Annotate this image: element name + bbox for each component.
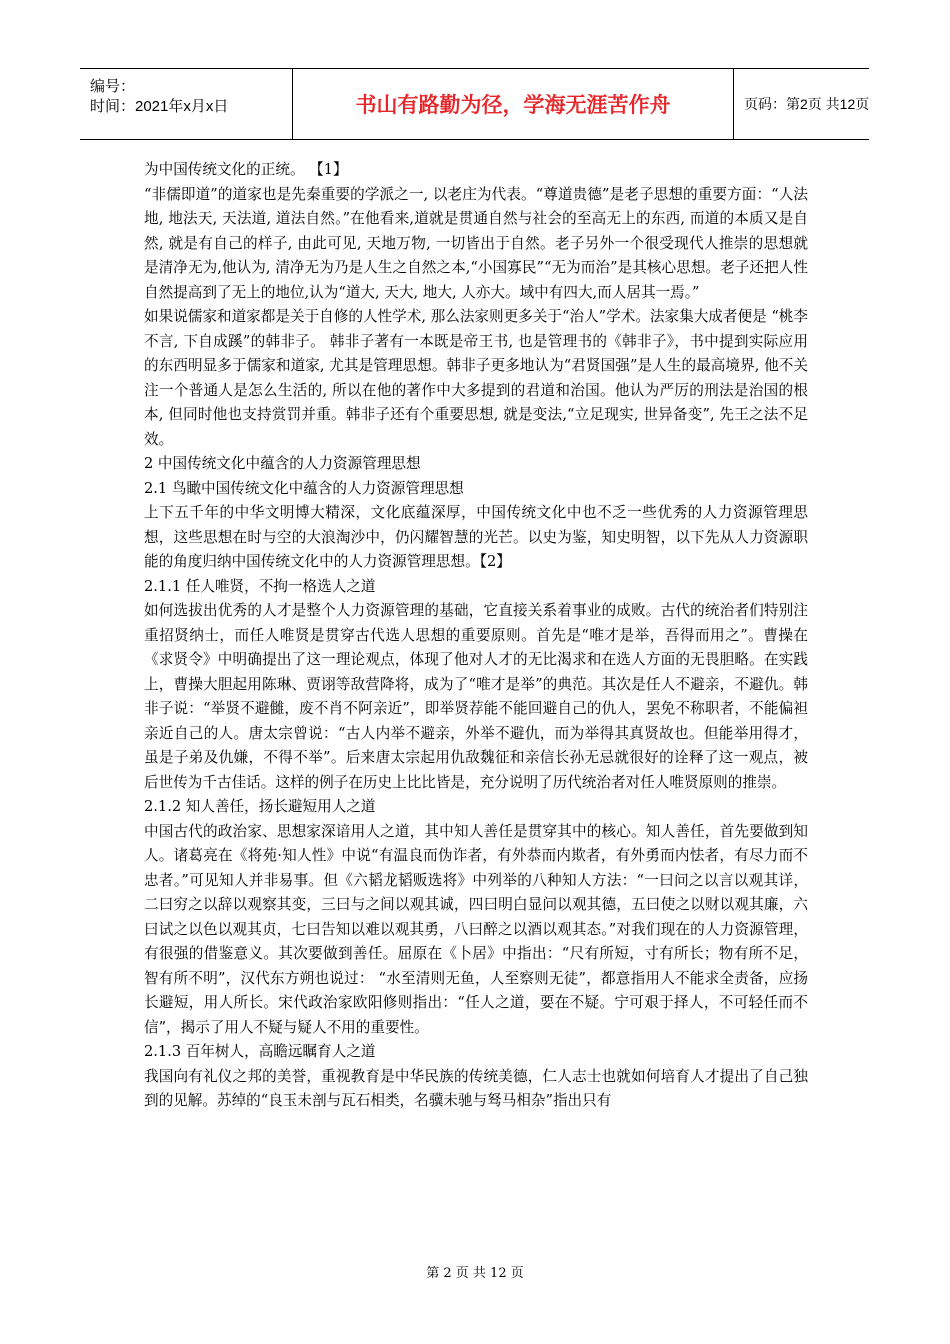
document-number-label: 编号： <box>90 78 136 95</box>
paragraph: 为中国传统文化的正统。 【1】 <box>144 161 348 178</box>
header-meta <box>80 69 280 139</box>
header-page-info: 页码：第2页 共12页 <box>744 96 870 112</box>
paragraph: 如果说儒家和道家都是关于自修的人性学术, 那么法家则更多关于“治人”学术。法家集大成者便是 “桃李不言, 下自成蹊”的韩非子。 韩非子著有一本既是帝王书, 也是管理书的《韩非子》，书中提到实际应用的东西明显多于儒家和道家, 尤其是管理思想。韩非子更多地认为“君贤国强”是人生的最高境界, 他不关注一个普通人是怎么生活的, 所以在他的著作中大多提到的君道和治国。他认为严厉的刑法是治国的根本, 但同时他也支持赏罚并重。韩非子还有个重要思想, 就是变法,“立足现实, 世异备变”, 先王之法不足效。 <box>144 308 808 448</box>
page-footer: 第 2 页 共 12 页 <box>426 1266 524 1281</box>
paragraph: 上下五千年的中华文明博大精深，文化底蕴深厚，中国传统文化中也不乏一些优秀的人力资源管理思想，这些思想在时与空的大浪淘沙中，仍闪耀智慧的光芒。以史为鉴，知史明智，以下先从人力资源职能的角度归纳中国传统文化中的人力资源管理思想。【2】 <box>144 504 808 570</box>
section-heading: 2 中国传统文化中蕴含的人力资源管理思想 <box>144 455 421 472</box>
paragraph: 如何选拔出优秀的人才是整个人力资源管理的基础，它直接关系着事业的成败。古代的统治者们特别注重招贤纳士，而任人唯贤是贯穿古代选人思想的重要原则。首先是“唯才是举，吾得而用之”。曹操在《求贤令》中明确提出了这一理论观点，体现了他对人才的无比渴求和在选人方面的无畏胆略。在实践上，曹操大胆起用陈琳、贾诩等敌营降将，成为了“唯才是举”的典范。其次是任人不避亲，不避仇。韩非子说：“举贤不避雠，废不肖不阿亲近”，即举贤荐能不能回避自己的仇人，罢免不称职者，不能偏袒亲近自己的人。唐太宗曾说：“古人内举不避亲，外举不避仇，而为举得其真贤故也。但能举用得才，虽是子弟及仇嫌，不得不举”。后来唐太宗起用仇敌魏征和亲信长孙无忌就很好的诠释了这一观点，被后世传为千古佳话。这样的例子在历史上比比皆是，充分说明了历代统治者对任人唯贤原则的推崇。 <box>144 602 808 791</box>
header-motto: 书山有路勤为径，学海无涯苦作舟 <box>355 93 671 117</box>
page-header <box>80 68 869 140</box>
paragraph: 中国古代的政治家、思想家深谙用人之道，其中知人善任是贯穿其中的核心。知人善任，首先要做到知人。诸葛亮在《将苑·知人性》中说“有温良而伪诈者，有外恭而内欺者，有外勇而内怯者，有尽力而不忠者。”可见知人并非易事。但《六韬龙韬贩选将》中列举的八种知人方法：“一曰问之以言以观其详，二曰穷之以辞以观察其变，三曰与之间以观其诚，四曰明白显问以观其德，五曰使之以财以观其廉，六曰试之以色以观其贞，七曰告知以难以观其勇，八曰醉之以酒以观其态。”对我们现在的人力资源管理，有很强的借鉴意义。其次要做到善任。屈原在《卜居》中指出：“尺有所短，寸有所长；物有所不足，智有所不明”，汉代东方朔也说过： “水至清则无鱼，人至察则无徒”，都意指用人不能求全责备，应扬长避短，用人所长。宋代政治家欧阳修则指出：“任人之道，要在不疑。宁可艰于择人，不可轻任而不信”，揭示了用人不疑与疑人不用的重要性。 <box>144 822 808 1036</box>
section-heading: 2.1.3 百年树人，高瞻远瞩育人之道 <box>144 1043 376 1060</box>
paragraph: “非儒即道”的道家也是先秦重要的学派之一, 以老庄为代表。“尊道贵德”是老子思想的重要方面：“人法地, 地法天, 天法道, 道法自然。”在他看来,道就是贯通自然与社会的至高无上的东西, 而道的本质又是自然, 就是有自己的样子, 由此可见, 天地万物, 一切皆出于自然。老子另外一个很受现代人推崇的思想就是清净无为,他认为, 清净无为乃是人生之自然之本,“小国寡民”“无为而治”是其核心思想。老子还把人性自然提高到了无上的地位,认为“道大, 天大, 地大, 人亦大。域中有四大,而人居其一焉。” <box>144 185 808 301</box>
section-heading: 2.1 鸟瞰中国传统文化中蕴含的人力资源管理思想 <box>144 479 464 497</box>
document-date: 时间：2021年x月x日 <box>90 98 229 115</box>
document-body <box>144 158 808 1114</box>
paragraph: 我国向有礼仪之邦的美誉，重视教育是中华民族的传统美德，仁人志士也就如何培育人才提出了自己独到的见解。苏绰的“良玉未剖与瓦石相类，名骥未驰与驽马相杂”指出只有 <box>144 1067 808 1109</box>
section-heading: 2.1.2 知人善任，扬长避短用人之道 <box>144 798 376 815</box>
section-heading: 2.1.1 任人唯贤，不拘一格选人之道 <box>144 577 376 595</box>
